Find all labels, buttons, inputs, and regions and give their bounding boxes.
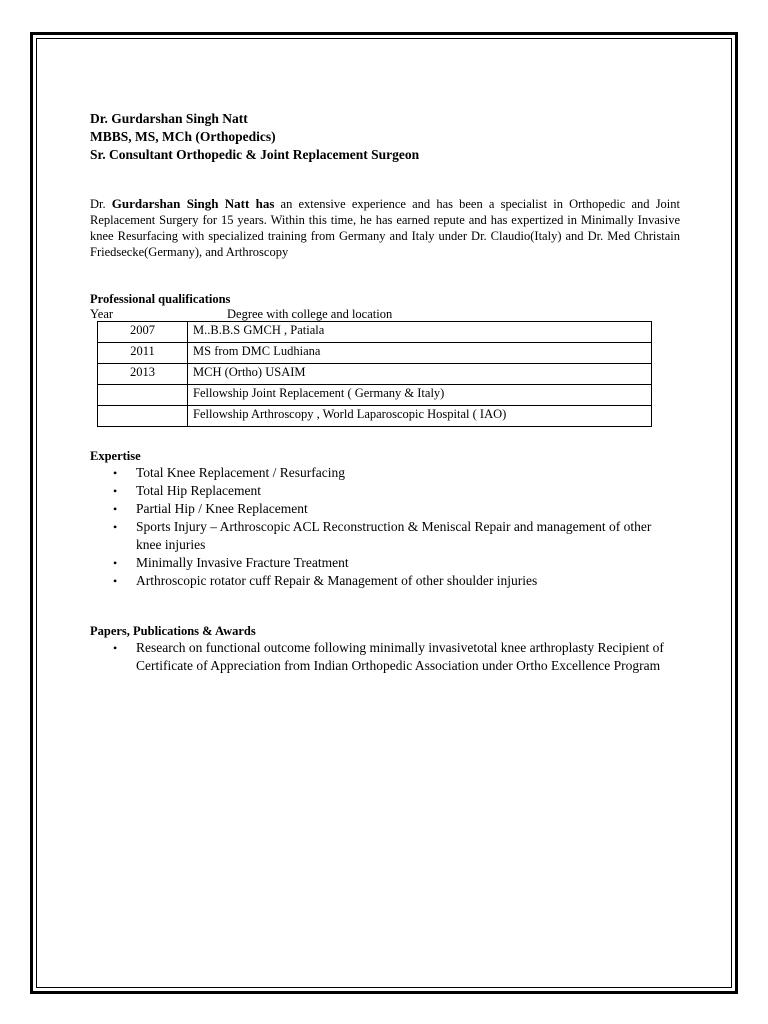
bio-bold-name: Gurdarshan Singh Natt has	[111, 196, 275, 211]
bio-prefix: Dr.	[90, 197, 112, 211]
list-item	[113, 572, 680, 590]
doctor-name: Dr. Gurdarshan Singh Natt	[90, 111, 248, 126]
list-item	[113, 639, 680, 675]
qualifications-header	[90, 307, 680, 321]
list-item-text: Arthroscopic rotator cuff Repair & Management of other shoulder injuries	[136, 573, 538, 588]
table-row	[98, 406, 652, 427]
degree-cell: Fellowship Joint Replacement ( Germany & Italy)	[188, 385, 652, 406]
header-block	[90, 110, 680, 164]
degree-cell: M..B.B.S GMCH , Patiala	[188, 322, 652, 343]
doctor-degrees: MBBS, MS, MCh (Orthopedics)	[90, 129, 276, 144]
table-row	[98, 322, 652, 343]
list-item	[113, 500, 680, 518]
year-cell: 2011	[98, 343, 188, 364]
table-row	[98, 343, 652, 364]
papers-list	[90, 639, 680, 675]
bio-text: an extensive experience and has been a specialist in Orthopedic and Joint Replacement Surgery for 15 years. Within this time, he has earned repute and has expertized in Minimally Invasive knee Resurfacing with specialized training from Germany and Italy under Dr. Claudio(Italy) and Dr. Med Christain Friedsecke(Germany), and Arthroscopy	[90, 197, 681, 259]
degree-cell: MS from DMC Ludhiana	[188, 343, 652, 364]
expertise-title: Expertise	[90, 449, 141, 463]
degree-cell: MCH (Ortho) USAIM	[188, 364, 652, 385]
col-year-header: Year	[90, 307, 114, 321]
bullet-icon: •	[113, 520, 118, 534]
bullet-icon: •	[113, 466, 118, 480]
table-row	[98, 385, 652, 406]
expertise-list	[90, 464, 680, 590]
list-item-text: Partial Hip / Knee Replacement	[136, 501, 308, 516]
bio-paragraph	[90, 196, 680, 260]
list-item	[113, 554, 680, 572]
bullet-icon: •	[113, 556, 118, 570]
qualifications-table	[97, 321, 652, 427]
degree-cell: Fellowship Arthroscopy , World Laparoscopic Hospital ( IAO)	[188, 406, 652, 427]
doctor-title: Sr. Consultant Orthopedic & Joint Replacement Surgeon	[90, 147, 420, 162]
year-cell: 2007	[98, 322, 188, 343]
year-cell	[98, 406, 188, 427]
bullet-icon: •	[113, 484, 118, 498]
qualifications-title: Professional qualifications	[90, 292, 231, 306]
bullet-icon: •	[113, 641, 118, 655]
list-item-text: Sports Injury – Arthroscopic ACL Reconstruction & Meniscal Repair and management of other knee injuries	[136, 519, 652, 552]
document-content	[90, 110, 680, 675]
table-row	[98, 364, 652, 385]
list-item	[113, 482, 680, 500]
list-item	[113, 518, 680, 554]
bullet-icon: •	[113, 502, 118, 516]
list-item-text: Total Knee Replacement / Resurfacing	[136, 465, 345, 480]
list-item-text: Minimally Invasive Fracture Treatment	[136, 555, 349, 570]
list-item-text: Total Hip Replacement	[136, 483, 262, 498]
col-degree-header: Degree with college and location	[227, 307, 393, 321]
list-item-text: Research on functional outcome following minimally invasivetotal knee arthroplasty Recipient of Certificate of Appreciation from Indian Orthopedic Association under Ortho Excellence Program	[136, 640, 664, 673]
bullet-icon: •	[113, 574, 118, 588]
list-item	[113, 464, 680, 482]
year-cell	[98, 385, 188, 406]
papers-title: Papers, Publications & Awards	[90, 624, 256, 638]
year-cell: 2013	[98, 364, 188, 385]
